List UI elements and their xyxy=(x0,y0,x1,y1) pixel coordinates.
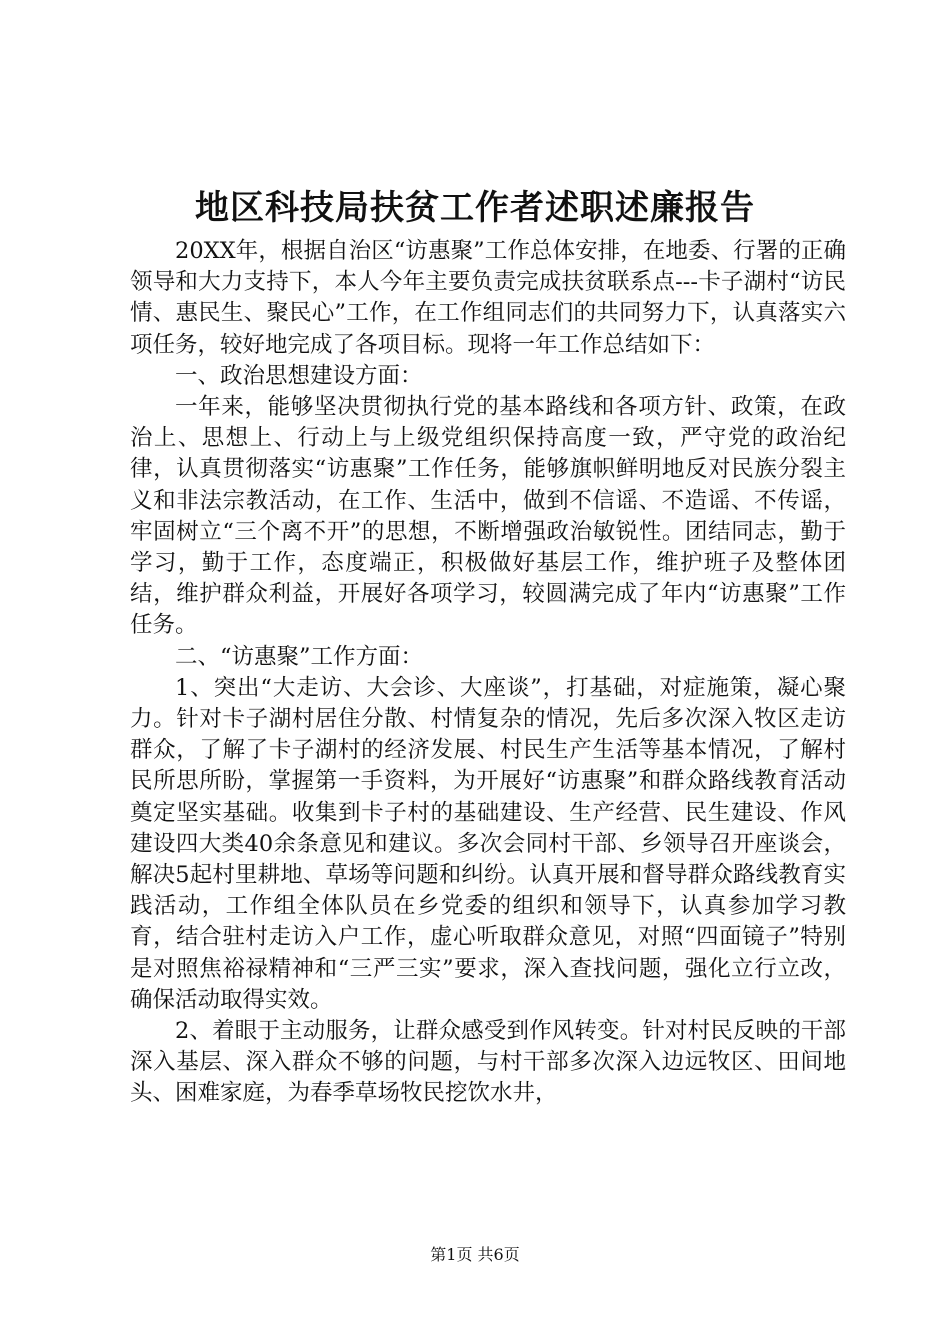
section-heading-fanghuiju: 二、“访惠聚”工作方面： xyxy=(175,643,424,670)
section-heading-political: 一、政治思想建设方面： xyxy=(175,362,423,389)
paragraph-intro: 20XX年，根据自治区“访惠聚”工作总体安排，在地委、行署的正确领导和大力支持下，本人今年主要负责完成扶贫联系点---卡子湖村“访民情、惠民生、聚民心”工作，在工作组同志们的共同努力下，认真落实六项任务，较好地完成了各项目标。现将一年工作总结如下： xyxy=(130,238,846,358)
paragraph-item-1: 1、突出“大走访、大会诊、大座谈”，打基础，对症施策，凝心聚力。针对卡子湖村居住分散、村情复杂的情况，先后多次深入牧区走访群众，了解了卡子湖村的经济发展、村民生产生活等基本情况，了解村民所思所盼，掌握第一手资料，为开展好“访惠聚”和群众路线教育活动奠定坚实基础。收集到卡子村的基础建设、生产经营、民生建设、作风建设四大类40余条意见和建议。多次会同村干部、乡领导召开座谈会，解决5起村里耕地、草场等问题和纠纷。认真开展和督导群众路线教育实践活动，工作组全体队员在乡党委的组织和领导下，认真参加学习教育，结合驻村走访入户工作，虚心听取群众意见，对照“四面镜子”特别是对照焦裕禄精神和“三严三实”要求，深入查找问题，强化立行立改，确保活动取得实效。 xyxy=(130,674,846,1013)
document-title: 地区科技局扶贫工作者述职述廉报告 xyxy=(195,188,755,228)
paragraph-political: 一年来，能够坚决贯彻执行党的基本路线和各项方针、政策，在政治上、思想上、行动上与上级党组织保持高度一致，严守党的政治纪律，认真贯彻落实“访惠聚”工作任务，能够旗帜鲜明地反对民族分裂主义和非法宗教活动，在工作、生活中，做到不信谣、不造谣、不传谣，牢固树立“三个离不开”的思想，不断增强政治敏锐性。团结同志，勤于学习，勤于工作，态度端正，积极做好基层工作，维护班子及整体团结，维护群众利益，开展好各项学习，较圆满完成了年内“访惠聚”工作任务。 xyxy=(130,394,846,639)
page-number-footer: 第1页 共6页 xyxy=(430,1245,520,1264)
paragraph-item-2: 2、着眼于主动服务，让群众感受到作风转变。针对村民反映的干部深入基层、深入群众不够的问题，与村干部多次深入边远牧区、田间地头、困难家庭，为春季草场牧民挖饮水井， xyxy=(130,1018,846,1107)
document-body xyxy=(130,236,846,1110)
